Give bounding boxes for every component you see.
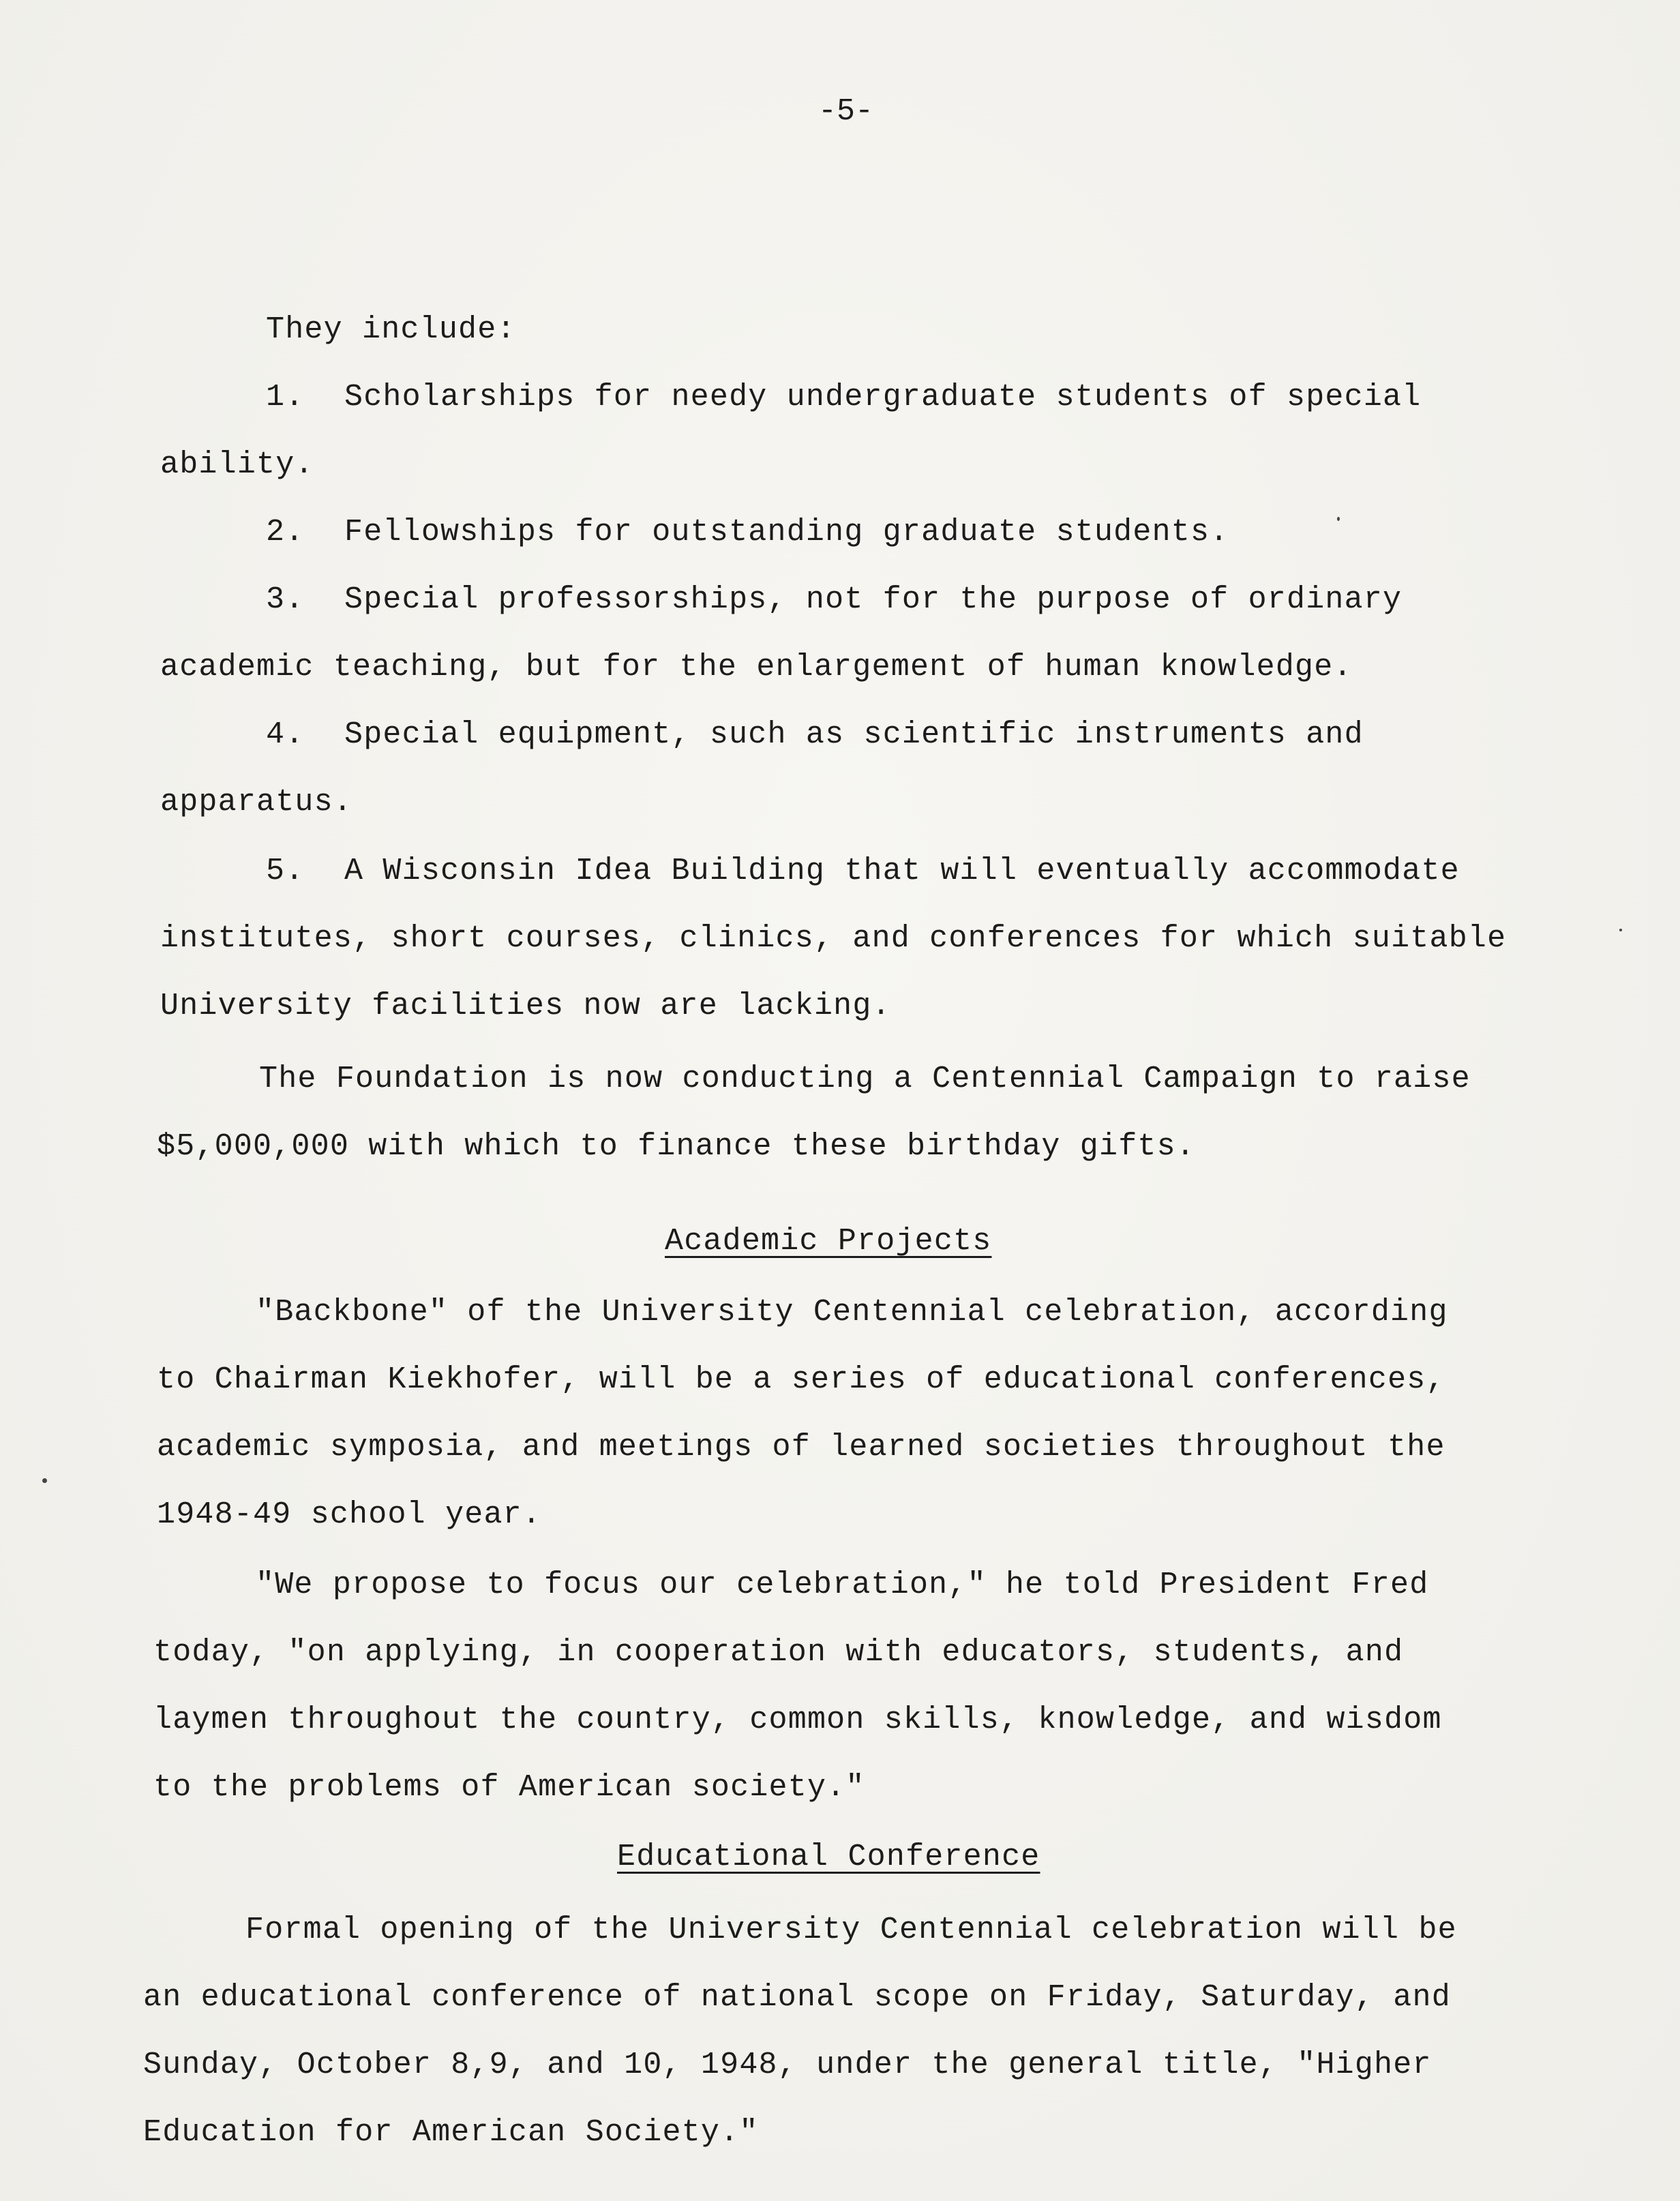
campaign-text: The Foundation is now conducting a Centennial Campaign to raise [259, 1062, 1471, 1096]
paragraph-line: Sunday, October 8,9, and 10, 1948, under the general title, "Higher [143, 2048, 1432, 2082]
section-heading-educational-conference: Educational Conference [617, 1840, 1040, 1874]
item-text: Scholarships for needy undergraduate students of special [344, 380, 1422, 415]
paragraph-line: Formal opening of the University Centennial celebration will be [245, 1913, 1457, 1947]
paragraph-line: 1948-49 school year. [157, 1497, 542, 1532]
item-number: 1. [266, 380, 305, 415]
campaign-text: $5,000,000 with which to finance these birthday gifts. [157, 1129, 1196, 1164]
paper-speck [42, 1478, 47, 1483]
paragraph-line: "Backbone" of the University Centennial celebration, according [256, 1295, 1448, 1330]
item-text-continued: apparatus. [160, 785, 353, 820]
item-text-continued: ability. [160, 447, 314, 482]
item-text: Fellowships for outstanding graduate students. [344, 515, 1229, 550]
paragraph-line: academic symposia, and meetings of learned societies throughout the [157, 1430, 1445, 1465]
item-text: Special professorships, not for the purpose of ordinary [344, 582, 1402, 617]
intro-text: They include: [266, 312, 516, 347]
paper-speck [1337, 517, 1340, 521]
paragraph-line: "We propose to focus our celebration," he told President Fred [256, 1568, 1429, 1602]
item-number: 4. [266, 717, 305, 752]
page-number: -5- [818, 94, 874, 129]
item-number: 5. [266, 854, 305, 888]
item-number: 2. [266, 515, 305, 550]
item-text-continued: institutes, short courses, clinics, and conferences for which suitable [160, 921, 1507, 956]
paragraph-line: Education for American Society." [143, 2115, 759, 2150]
item-text: A Wisconsin Idea Building that will eventually accommodate [344, 854, 1460, 888]
section-heading-academic-projects: Academic Projects [665, 1224, 992, 1259]
paragraph-line: to the problems of American society." [153, 1770, 865, 1805]
item-text-continued: academic teaching, but for the enlargement of human knowledge. [160, 650, 1353, 685]
paragraph-line: an educational conference of national scope on Friday, Saturday, and [143, 1980, 1451, 2015]
item-text-continued: University facilities now are lacking. [160, 989, 891, 1023]
paragraph-line: today, "on applying, in cooperation with educators, students, and [153, 1635, 1404, 1670]
paragraph-line: to Chairman Kiekhofer, will be a series of educational conferences, [157, 1362, 1445, 1397]
item-text: Special equipment, such as scientific instruments and [344, 717, 1364, 752]
paper-speck [1619, 929, 1622, 931]
paragraph-line: laymen throughout the country, common skills, knowledge, and wisdom [153, 1703, 1442, 1737]
item-number: 3. [266, 582, 305, 617]
